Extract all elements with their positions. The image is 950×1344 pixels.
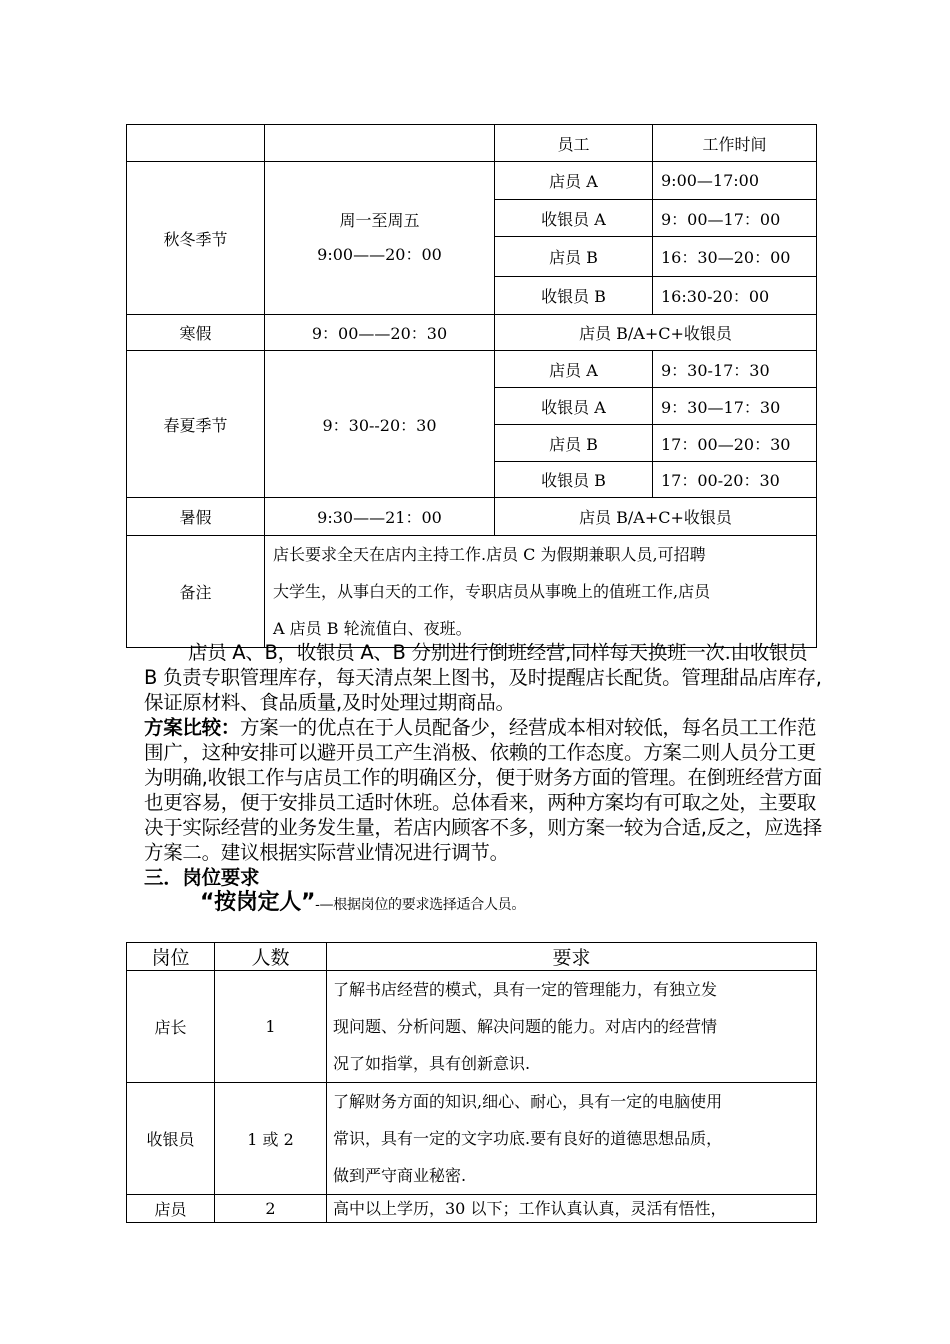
staff-summary: 店员 B/A+C+收银员 (495, 315, 817, 351)
shift-time: 17：00-20：30 (653, 462, 817, 498)
hours-cell: 9：00——20：30 (265, 315, 495, 351)
count-cell: 1 或 2 (215, 1083, 327, 1195)
position-cell: 收银员 (127, 1083, 215, 1195)
paragraph-comparison (144, 715, 824, 865)
subheading-desc: -—根据岗位的要求选择适合人员。 (315, 897, 526, 913)
hours-days: 周一至周五 (339, 211, 420, 230)
count-cell: 2 (215, 1195, 327, 1223)
hours-range: 9:00——20：00 (317, 245, 442, 264)
body-text (144, 640, 824, 918)
shift-time: 17：00—20：30 (653, 425, 817, 462)
requirement-line: 现问题、分析问题、解决问题的能力。对店内的经营情 (333, 1017, 718, 1036)
requirement-cell (327, 1083, 817, 1195)
paragraph-shift-rotation: 店员 A、B，收银员 A、B 分别进行倒班经营,同样每天换班一次.由收银员 B 负责专职管理库存，每天清点架上图书，及时提醒店长配货。管理甜品店库存,保证原材料、食品质量,及时处理过期商品。 (144, 641, 822, 714)
shift-time: 9：00—17：00 (653, 200, 817, 237)
shift-time: 9:00—17:00 (653, 162, 817, 200)
shift-time: 16：30—20：00 (653, 237, 817, 277)
staff-summary: 店员 B/A+C+收银员 (495, 498, 817, 536)
requirement-line: 做到严守商业秘密. (333, 1166, 467, 1185)
shift-time: 9：30-17：30 (653, 351, 817, 388)
header-blank-cell (265, 125, 495, 162)
requirement-line: 常识，具有一定的文字功底.要有良好的道德思想品质， (333, 1129, 723, 1148)
position-cell: 店长 (127, 971, 215, 1083)
subheading-quote: “按岗定人” (200, 890, 316, 915)
section-title: 三．岗位要求 (144, 866, 260, 889)
hours-cell (265, 162, 495, 315)
shift-time: 9：30—17：30 (653, 388, 817, 425)
shift-staff: 收银员 A (495, 388, 653, 425)
comparison-text: 方案一的优点在于人员配备少，经营成本相对较低，每名员工工作范围广，这种安排可以避开员工产生消极、依赖的工作态度。方案二则人员分工更为明确,收银工作与店员工作的明确区分，便于财务方面的管理。在倒班经营方面也更容易，便于安排员工适时休班。总体看来，两种方案均有可取之处，主要取决于实际经营的业务发生量，若店内顾客不多，则方案一较为合适,反之，应选择方案二。建议根据实际营业情况进行调节。 (144, 716, 822, 864)
position-cell: 店员 (127, 1195, 215, 1223)
header-position: 岗位 (127, 943, 215, 971)
season-cell: 暑假 (127, 498, 265, 536)
header-staff: 员工 (495, 125, 653, 162)
notes-line: 大学生，从事白天的工作，专职店员从事晚上的值班工作,店员 (273, 582, 711, 601)
subheading (144, 890, 824, 918)
season-cell: 春夏季节 (127, 351, 265, 498)
hours-cell: 9:30——21：00 (265, 498, 495, 536)
requirement-line: 了解书店经营的模式，具有一定的管理能力，有独立发 (333, 980, 718, 999)
positions-table (126, 942, 817, 1223)
shift-staff: 店员 A (495, 162, 653, 200)
shift-staff: 店员 B (495, 237, 653, 277)
notes-label: 备注 (127, 536, 265, 648)
header-requirement: 要求 (327, 943, 817, 971)
requirement-line: 况了如指掌，具有创新意识. (333, 1054, 531, 1073)
schedule-table (126, 124, 817, 648)
shift-staff: 收银员 B (495, 462, 653, 498)
season-cell: 寒假 (127, 315, 265, 351)
shift-time: 16:30-20：00 (653, 277, 817, 315)
header-work-time: 工作时间 (653, 125, 817, 162)
requirement-line: 高中以上学历，30 以下；工作认真认真，灵活有悟性， (333, 1198, 727, 1218)
header-count: 人数 (215, 943, 327, 971)
season-cell: 秋冬季节 (127, 162, 265, 315)
hours-cell: 9：30--20：30 (265, 351, 495, 498)
requirement-cell (327, 1195, 817, 1223)
shift-staff: 店员 A (495, 351, 653, 388)
requirement-line: 了解财务方面的知识,细心、耐心，具有一定的电脑使用 (333, 1092, 723, 1111)
shift-staff: 收银员 A (495, 200, 653, 237)
header-blank-cell (127, 125, 265, 162)
notes-line: 店长要求全天在店内主持工作.店员 C 为假期兼职人员,可招聘 (273, 545, 706, 564)
notes-line: A 店员 B 轮流值白、夜班。 (273, 619, 472, 638)
notes-text (265, 536, 817, 648)
shift-staff: 店员 B (495, 425, 653, 462)
comparison-label: 方案比较： (144, 716, 241, 739)
count-cell: 1 (215, 971, 327, 1083)
requirement-cell (327, 971, 817, 1083)
shift-staff: 收银员 B (495, 277, 653, 315)
